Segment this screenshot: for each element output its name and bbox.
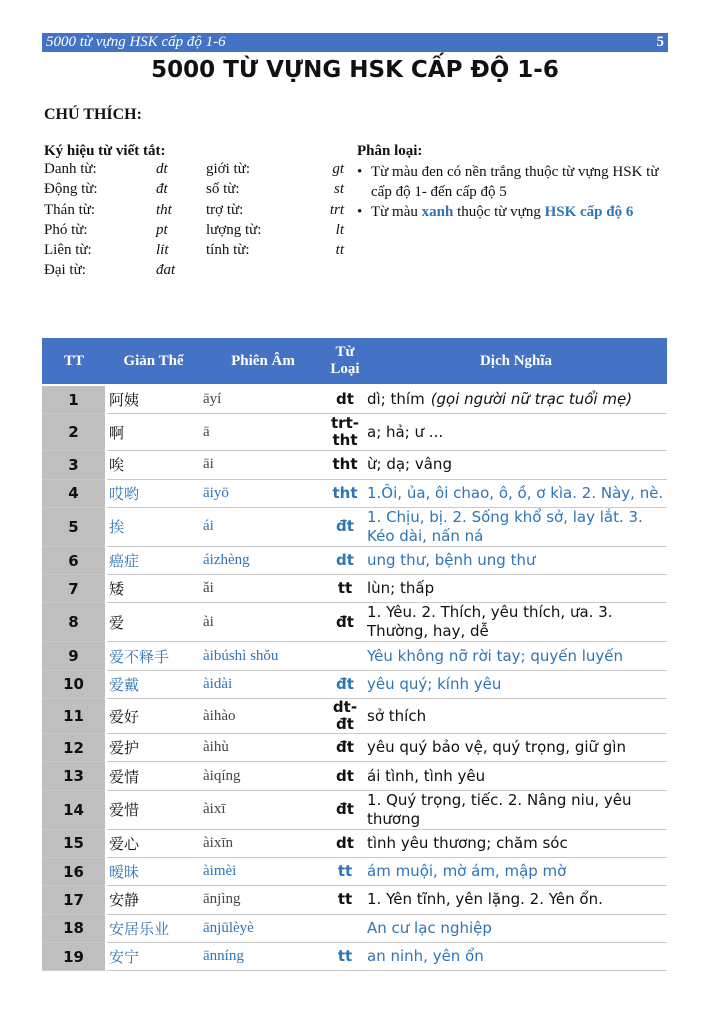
table-row <box>42 734 667 762</box>
word-meaning <box>365 762 667 790</box>
classification-heading: Phân loại: <box>357 143 423 159</box>
row-number: 19 <box>42 942 106 970</box>
word-pinyin: āyí <box>201 385 325 414</box>
meaning-text: ám muội, mờ ám, mập mờ <box>367 862 567 881</box>
word-pinyin: ǎi <box>201 575 325 603</box>
abbreviation-code: dt <box>156 161 168 177</box>
word-pinyin: ānjūlèyè <box>201 914 325 942</box>
meaning-text: An cư lạc nghiệp <box>367 918 492 937</box>
meaning-text: Yêu không nỡ rời tay; quyến luyến <box>367 646 624 665</box>
abbreviations-heading: Ký hiệu từ viết tắt: <box>44 143 166 159</box>
abbreviation-code: lt <box>335 221 344 238</box>
table-row <box>42 914 667 942</box>
bullet-icon: • <box>357 164 363 180</box>
word-simplified: 哎哟 <box>106 479 201 507</box>
abbreviation-name: tính từ: <box>206 242 250 259</box>
header-tu-loai <box>325 338 365 385</box>
row-number: 15 <box>42 829 106 857</box>
word-simplified: 爱 <box>106 603 201 642</box>
notes-heading: CHÚ THÍCH: <box>44 106 142 123</box>
header-tt: TT <box>42 338 106 385</box>
word-simplified: 矮 <box>106 575 201 603</box>
bullet-icon: • <box>357 204 363 220</box>
table-row <box>42 699 667 734</box>
row-number: 9 <box>42 642 106 670</box>
word-meaning <box>365 699 667 734</box>
word-type: dt <box>325 546 365 574</box>
meaning-text: 1. Yên tĩnh, yên lặng. 2. Yên ổn. <box>367 890 603 909</box>
row-number: 17 <box>42 886 106 914</box>
header-tu-loai-line2: Loại <box>330 361 360 377</box>
word-meaning <box>365 479 667 507</box>
abbreviation-name: Phó từ: <box>44 221 88 238</box>
classification-text: Từ màu <box>371 204 422 220</box>
row-number: 7 <box>42 575 106 603</box>
abbreviation-name: lượng từ: <box>206 221 262 238</box>
table-row <box>42 790 667 829</box>
word-pinyin: ānníng <box>201 942 325 970</box>
word-simplified: 爱好 <box>106 699 201 734</box>
word-type: đt <box>325 507 365 546</box>
abbreviation-name: giới từ: <box>206 161 250 177</box>
meaning-text: a; hả; ư ... <box>367 422 444 441</box>
word-pinyin: àiqíng <box>201 762 325 790</box>
word-type <box>325 914 365 942</box>
abbreviation-name: Danh từ: <box>44 161 97 177</box>
classification-highlight: HSK cấp độ 6 <box>544 204 634 220</box>
table-row <box>42 642 667 670</box>
word-type: tht <box>325 479 365 507</box>
word-pinyin: āi <box>201 451 325 479</box>
row-number: 8 <box>42 603 106 642</box>
row-number: 1 <box>42 385 106 414</box>
word-pinyin: ā <box>201 414 325 451</box>
word-type: tt <box>325 857 365 885</box>
word-simplified: 爱戴 <box>106 670 201 698</box>
word-pinyin: àixī <box>201 790 325 829</box>
abbreviation-row <box>44 181 344 201</box>
meaning-text: an ninh, yên ổn <box>367 947 484 965</box>
table-row <box>42 857 667 885</box>
word-pinyin: ài <box>201 603 325 642</box>
word-type: dt <box>325 385 365 414</box>
word-pinyin: àibúshì shǒu <box>201 642 325 670</box>
word-meaning <box>365 603 667 642</box>
word-pinyin: āiyō <box>201 479 325 507</box>
header-dich-nghia: Dịch Nghĩa <box>365 338 667 385</box>
word-meaning <box>365 886 667 914</box>
table-row <box>42 829 667 857</box>
word-type: tt <box>325 886 365 914</box>
word-simplified: 啊 <box>106 414 201 451</box>
vocabulary-table <box>42 338 667 971</box>
word-simplified: 爱心 <box>106 829 201 857</box>
word-simplified: 唉 <box>106 451 201 479</box>
word-meaning <box>365 670 667 698</box>
word-type: đt <box>325 670 365 698</box>
word-simplified: 安居乐业 <box>106 914 201 942</box>
abbreviation-name: trợ từ: <box>206 201 244 218</box>
abbreviation-code: đt <box>156 181 168 198</box>
abbreviation-row <box>44 161 344 181</box>
table-row <box>42 575 667 603</box>
table-header-row <box>42 338 667 385</box>
abbreviations-list <box>44 161 344 283</box>
row-number: 5 <box>42 507 106 546</box>
word-simplified: 癌症 <box>106 546 201 574</box>
word-type: đt <box>325 734 365 762</box>
row-number: 2 <box>42 414 106 451</box>
word-pinyin: áizhèng <box>201 546 325 574</box>
row-number: 10 <box>42 670 106 698</box>
abbreviation-name: Động từ: <box>44 181 98 198</box>
word-meaning <box>365 385 667 414</box>
table-row <box>42 942 667 970</box>
word-meaning <box>365 942 667 970</box>
header-gian-the: Giản Thể <box>106 338 201 385</box>
row-number: 13 <box>42 762 106 790</box>
word-meaning <box>365 507 667 546</box>
meaning-text: yêu quý bảo vệ, quý trọng, giữ gìn <box>367 738 626 757</box>
word-pinyin: àihù <box>201 734 325 762</box>
abbreviation-code: st <box>333 181 344 198</box>
abbreviation-code: pt <box>156 221 168 238</box>
row-number: 6 <box>42 546 106 574</box>
table-row <box>42 385 667 414</box>
header-phien-am: Phiên Âm <box>201 338 325 385</box>
table-row <box>42 479 667 507</box>
word-pinyin: àimèi <box>201 857 325 885</box>
word-type: trt-tht <box>325 414 365 451</box>
row-number: 3 <box>42 451 106 479</box>
abbreviation-name: Đại từ: <box>44 262 86 279</box>
table-row <box>42 603 667 642</box>
classification-highlight: xanh <box>421 204 454 220</box>
word-type: tt <box>325 575 365 603</box>
abbreviation-code: gt <box>332 161 344 177</box>
word-meaning <box>365 451 667 479</box>
abbreviation-name: Thán từ: <box>44 201 96 218</box>
meaning-text: 1.Ôi, ủa, ôi chao, ô, ồ, ơ kìa. 2. Này, nè. <box>367 483 664 502</box>
meaning-text: yêu quý; kính yêu <box>367 674 502 693</box>
word-type: đt <box>325 790 365 829</box>
word-type: đt <box>325 603 365 642</box>
meaning-text: 1. Yêu. 2. Thích, yêu thích, ưa. 3. Thường, hay, dễ <box>367 603 613 641</box>
abbreviation-name: Liên từ: <box>44 242 92 259</box>
row-number: 16 <box>42 857 106 885</box>
table-row <box>42 762 667 790</box>
row-number: 12 <box>42 734 106 762</box>
row-number: 18 <box>42 914 106 942</box>
word-simplified: 阿姨 <box>106 385 201 414</box>
word-pinyin: ái <box>201 507 325 546</box>
word-type: dt-đt <box>325 699 365 734</box>
word-type: tt <box>325 942 365 970</box>
meaning-text: 1. Quý trọng, tiếc. 2. Nâng niu, yêu thương <box>367 790 632 828</box>
abbreviation-row <box>44 262 344 282</box>
abbreviation-row <box>44 202 344 222</box>
meaning-text: dì; thím <box>367 390 425 409</box>
word-simplified: 爱情 <box>106 762 201 790</box>
word-type: dt <box>325 762 365 790</box>
word-pinyin: àidài <box>201 670 325 698</box>
abbreviation-row <box>44 222 344 242</box>
abbreviation-code: lit <box>156 242 169 259</box>
word-type <box>325 642 365 670</box>
header-tu-loai-line1: Từ <box>335 344 355 360</box>
word-simplified: 安静 <box>106 886 201 914</box>
abbreviation-code: tt <box>335 242 344 259</box>
meaning-text: sở thích <box>367 706 427 725</box>
table-row <box>42 546 667 574</box>
word-simplified: 爱护 <box>106 734 201 762</box>
meaning-text: lùn; thấp <box>367 579 435 598</box>
classification-list <box>357 162 669 222</box>
table-row <box>42 886 667 914</box>
meaning-text: 1. Chịu, bị. 2. Sống khổ sở, lay lắt. 3. Kéo dài, nấn ná <box>367 507 643 545</box>
abbreviation-code: trt <box>329 201 344 218</box>
classification-text: thuộc từ vựng <box>453 204 545 220</box>
classification-item <box>357 202 669 222</box>
abbreviation-code: tht <box>156 201 172 218</box>
word-meaning <box>365 829 667 857</box>
page-title: 5000 TỪ VỰNG HSK CẤP ĐỘ 1-6 <box>151 57 559 83</box>
word-meaning <box>365 857 667 885</box>
row-number: 14 <box>42 790 106 829</box>
word-pinyin: ānjìng <box>201 886 325 914</box>
word-meaning <box>365 914 667 942</box>
abbreviation-name: số từ: <box>206 181 240 198</box>
word-simplified: 爱惜 <box>106 790 201 829</box>
abbreviation-code: đat <box>156 262 176 279</box>
word-simplified: 爱不释手 <box>106 642 201 670</box>
page-number: 5 <box>656 34 664 50</box>
word-pinyin: àihào <box>201 699 325 734</box>
word-meaning <box>365 546 667 574</box>
running-header-title: 5000 từ vựng HSK cấp độ 1-6 <box>46 34 226 50</box>
table-row <box>42 451 667 479</box>
classification-text: Từ màu đen có nền trắng thuộc từ vựng HSK từ cấp độ 1- đến cấp độ 5 <box>371 164 659 200</box>
table-row <box>42 414 667 451</box>
meaning-note: (gọi người nữ trạc tuổi mẹ) <box>430 390 633 409</box>
meaning-text: ừ; dạ; vâng <box>367 455 452 474</box>
word-meaning <box>365 414 667 451</box>
meaning-text: ái tình, tình yêu <box>367 766 486 785</box>
table-row <box>42 670 667 698</box>
meaning-text: ung thư, bệnh ung thư <box>367 551 536 570</box>
word-type: dt <box>325 829 365 857</box>
meaning-text: tình yêu thương; chăm sóc <box>367 833 568 852</box>
table-row <box>42 507 667 546</box>
row-number: 4 <box>42 479 106 507</box>
abbreviation-row <box>44 242 344 262</box>
word-meaning <box>365 790 667 829</box>
word-type: tht <box>325 451 365 479</box>
word-meaning <box>365 575 667 603</box>
word-simplified: 安宁 <box>106 942 201 970</box>
word-simplified: 挨 <box>106 507 201 546</box>
word-meaning <box>365 642 667 670</box>
word-meaning <box>365 734 667 762</box>
table-body <box>42 385 667 971</box>
word-pinyin: àixīn <box>201 829 325 857</box>
word-simplified: 暧昧 <box>106 857 201 885</box>
classification-item <box>357 162 669 202</box>
running-header <box>42 33 668 52</box>
row-number: 11 <box>42 699 106 734</box>
